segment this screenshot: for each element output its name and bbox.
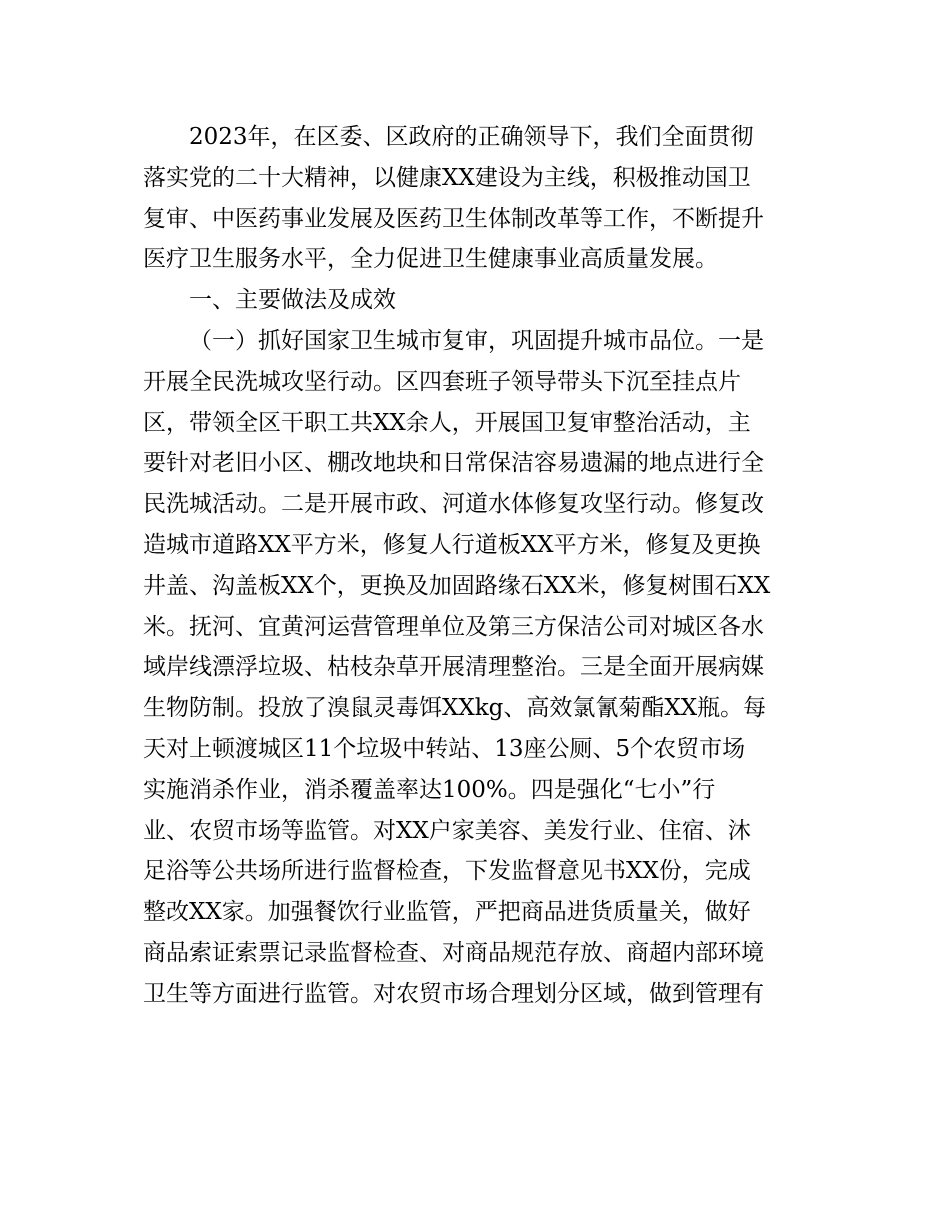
paragraph-line: 民洗城活动。二是开展市政、河道水体修复攻坚行动。修复改 [143, 491, 764, 518]
paragraph-line: 区，带领全区干职工共XX余人，开展国卫复审整治活动，主 [143, 409, 751, 436]
paragraph-line: 商品索证索票记录监督检查、对商品规范存放、商超内部环境 [143, 939, 764, 966]
section-heading: 一、主要做法及成效 [189, 287, 396, 314]
paragraph-line: 要针对老旧小区、棚改地块和日常保洁容易遗漏的地点进行全 [143, 450, 764, 477]
paragraph-line: 卫生等方面进行监管。对农贸市场合理划分区域，做到管理有 [143, 980, 764, 1007]
paragraph-line: 开展全民洗城攻坚行动。区四套班子领导带头下沉至挂点片 [143, 368, 741, 395]
paragraph-line: 米。抚河、宜黄河运营管理单位及第三方保洁公司对城区各水 [143, 613, 764, 640]
paragraph-line: 域岸线漂浮垃圾、枯枝杂草开展清理整治。三是全面开展病媒 [143, 654, 764, 681]
paragraph-line: 2023年，在区委、区政府的正确领导下，我们全面贯彻 [189, 124, 754, 150]
paragraph-line: 实施消杀作业，消杀覆盖率达100%。四是强化“七小”行 [143, 776, 716, 803]
paragraph-line: 足浴等公共场所进行监督检查，下发监督意见书XX份，完成 [143, 858, 751, 885]
document-body [143, 117, 823, 1015]
paragraph-line: 业、农贸市场等监管。对XX户家美容、美发行业、住宿、沐 [143, 817, 751, 844]
paragraph-line: 造城市道路XX平方米，修复人行道板XX平方米，修复及更换 [143, 531, 761, 558]
paragraph-line: （一）抓好国家卫生城市复审，巩固提升城市品位。一是 [189, 327, 764, 354]
paragraph-line: 医疗卫生服务水平，全力促进卫生健康事业高质量发展。 [143, 246, 718, 273]
paragraph-line: 落实党的二十大精神，以健康XX建设为主线，积极推动国卫 [143, 164, 751, 191]
paragraph-line: 井盖、沟盖板XX个，更换及加固路缘石XX米，修复树围石XX [143, 572, 771, 599]
paragraph-line: 生物防制。投放了溴鼠灵毒饵XXkg、高效氯氰菊酯XX瓶。每 [143, 695, 767, 722]
paragraph-line: 整改XX家。加强餐饮行业监管，严把商品进货质量关，做好 [143, 899, 751, 926]
paragraph-line: 天对上顿渡城区11个垃圾中转站、13座公厕、5个农贸市场 [143, 735, 746, 762]
paragraph-line: 复审、中医药事业发展及医药卫生体制改革等工作，不断提升 [143, 205, 764, 232]
